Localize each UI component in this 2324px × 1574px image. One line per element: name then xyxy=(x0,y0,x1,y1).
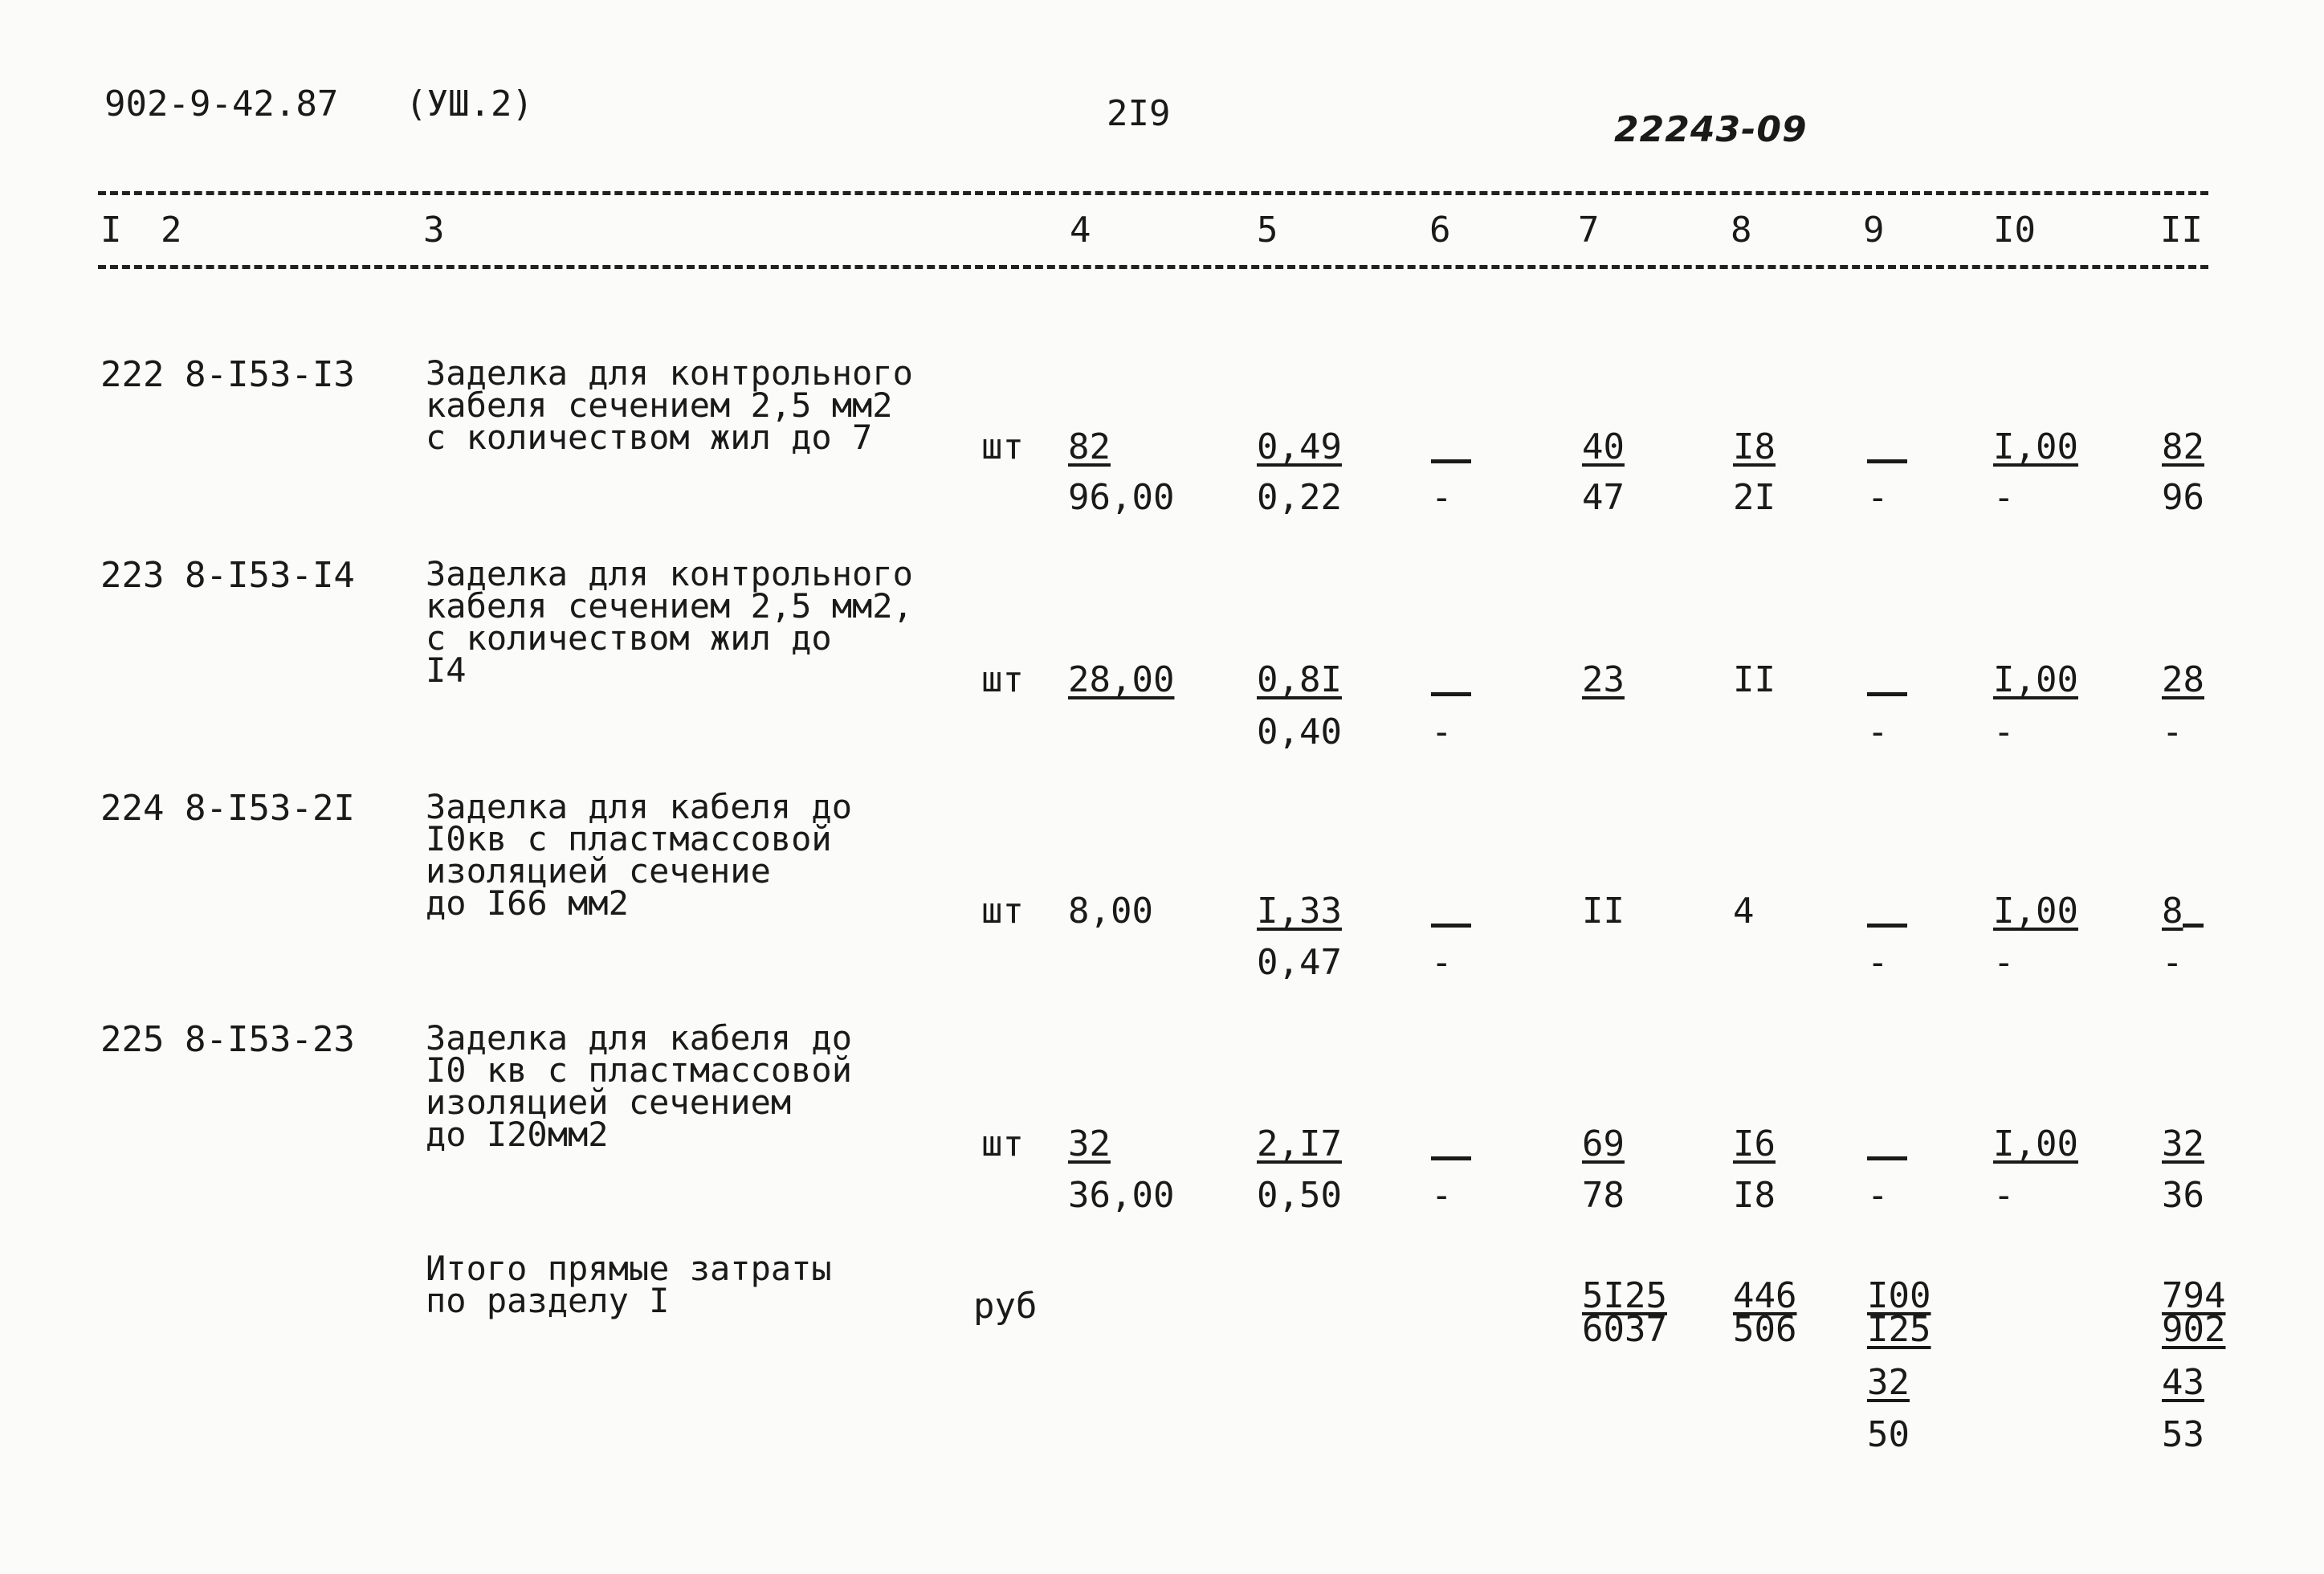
total-col8-lower: 506 xyxy=(1733,1309,1797,1350)
column-header: II xyxy=(2160,210,2203,251)
col7-value: 23 xyxy=(1582,659,1625,700)
unit-cost-value-lower: 0,22 xyxy=(1257,477,1342,518)
column-header: 6 xyxy=(1429,210,1451,251)
work-description: Заделка для кабеля до I0кв с пластмассовой изоляцией сечение до I66 мм2 xyxy=(426,787,853,923)
document-code: 902-9-42.87 xyxy=(104,84,339,124)
unit-of-measure: шт xyxy=(981,426,1024,467)
quantity-value: 82 xyxy=(1068,426,1111,467)
rate-code: 8-I53-I4 xyxy=(185,555,355,596)
volume-label: (УШ.2) xyxy=(406,84,533,124)
col10-value-lower: - xyxy=(1993,477,2015,518)
unit-of-measure: шт xyxy=(981,659,1024,700)
total-col9-extra-lower: 50 xyxy=(1867,1414,1910,1455)
unit-of-measure: шт xyxy=(981,891,1024,932)
empty-cell-mark xyxy=(1431,924,1471,928)
column-header: 4 xyxy=(1070,210,1091,251)
col11-value: 82 xyxy=(2162,426,2204,467)
quantity-value: 32 xyxy=(1068,1123,1111,1164)
col11-value-lower: 36 xyxy=(2162,1175,2204,1216)
column-header: 7 xyxy=(1578,210,1600,251)
row-number: 223 xyxy=(100,555,165,596)
col8-value: 4 xyxy=(1733,891,1755,932)
total-col11-extra-lower: 53 xyxy=(2162,1414,2204,1455)
total-col11-extra: 43 xyxy=(2162,1362,2204,1403)
empty-cell-mark xyxy=(1867,924,1907,928)
col7-value: 69 xyxy=(1582,1123,1625,1164)
col11-value: 8 xyxy=(2162,891,2183,932)
unit-cost-value: 2,I7 xyxy=(1257,1123,1342,1164)
unit-cost-value: 0,49 xyxy=(1257,426,1342,467)
col7-value: 40 xyxy=(1582,426,1625,467)
total-col8: 446 xyxy=(1733,1275,1797,1316)
unit-of-measure: шт xyxy=(981,1123,1024,1164)
col11-value-lower: 96 xyxy=(2162,477,2204,518)
rate-code: 8-I53-I3 xyxy=(185,354,355,395)
quantity-value-lower: 36,00 xyxy=(1068,1175,1175,1216)
column-header: 5 xyxy=(1257,210,1278,251)
row-number: 225 xyxy=(100,1019,165,1060)
unit-cost-value-lower: 0,47 xyxy=(1257,942,1342,983)
column-header: 9 xyxy=(1863,210,1885,251)
col11-value-lower: - xyxy=(2162,942,2183,983)
empty-cell-mark xyxy=(1867,692,1907,696)
row-number: 224 xyxy=(100,788,165,829)
empty-cell-mark xyxy=(1867,1156,1907,1160)
column-header: I xyxy=(100,210,122,251)
page-number: 2I9 xyxy=(1107,93,1171,134)
total-col7-lower: 6037 xyxy=(1582,1309,1667,1350)
rate-code: 8-I53-2I xyxy=(185,788,355,829)
empty-cell-mark xyxy=(1867,459,1907,463)
column-header: 3 xyxy=(423,210,445,251)
col8-value-lower: I8 xyxy=(1733,1175,1776,1216)
work-description: Заделка для контрольного кабеля сечением 2,5 мм2 с количеством жил до 7 xyxy=(426,353,913,457)
col9-value-lower: - xyxy=(1867,477,1889,518)
empty-cell-mark xyxy=(1431,692,1471,696)
unit-cost-value-lower: 0,40 xyxy=(1257,712,1342,752)
total-col11-lower: 902 xyxy=(2162,1309,2226,1350)
unit-cost-value: 0,8I xyxy=(1257,659,1342,700)
col10-value: I,00 xyxy=(1993,1123,2078,1164)
col10-value: I,00 xyxy=(1993,659,2078,700)
col6-value-lower: - xyxy=(1431,477,1453,518)
rate-code: 8-I53-23 xyxy=(185,1019,355,1060)
work-description: Заделка для кабеля до I0 кв с пластмассовой изоляцией сечением до I20мм2 xyxy=(426,1018,853,1154)
total-col9-lower: I25 xyxy=(1867,1309,1931,1350)
col9-value-lower: - xyxy=(1867,1175,1889,1216)
col6-value-lower: - xyxy=(1431,1175,1453,1216)
unit-cost-value-lower: 0,50 xyxy=(1257,1175,1342,1216)
col10-value: I,00 xyxy=(1993,426,2078,467)
underline-mark xyxy=(2183,924,2204,928)
total-col9: I00 xyxy=(1867,1275,1931,1316)
work-description: Заделка для контрольного кабеля сечением 2,5 мм2, с количеством жил до I4 xyxy=(426,554,913,690)
col8-value-lower: 2I xyxy=(1733,477,1776,518)
col8-value: I8 xyxy=(1733,426,1776,467)
col11-value: 32 xyxy=(2162,1123,2204,1164)
col10-value-lower: - xyxy=(1993,942,2015,983)
unit-cost-value: I,33 xyxy=(1257,891,1342,932)
empty-cell-mark xyxy=(1431,459,1471,463)
col8-value: I6 xyxy=(1733,1123,1776,1164)
header-bottom-rule xyxy=(98,265,2208,269)
col9-value-lower: - xyxy=(1867,712,1889,752)
total-col11: 794 xyxy=(2162,1275,2226,1316)
row-number: 222 xyxy=(100,354,165,395)
archive-stamp-number: 22243-09 xyxy=(1614,109,1808,150)
quantity-value-lower: 96,00 xyxy=(1068,477,1175,518)
total-col7: 5I25 xyxy=(1582,1275,1667,1316)
quantity-value: 8,00 xyxy=(1068,891,1153,932)
col9-value-lower: - xyxy=(1867,942,1889,983)
column-header: I0 xyxy=(1993,210,2036,251)
total-label: Итого прямые затраты по разделу I xyxy=(426,1249,832,1320)
col11-value: 28 xyxy=(2162,659,2204,700)
quantity-value: 28,00 xyxy=(1068,659,1175,700)
total-col9-extra: 32 xyxy=(1867,1362,1910,1403)
header-top-rule xyxy=(98,191,2208,195)
col7-value-lower: 78 xyxy=(1582,1175,1625,1216)
col10-value: I,00 xyxy=(1993,891,2078,932)
empty-cell-mark xyxy=(1431,1156,1471,1160)
col6-value-lower: - xyxy=(1431,942,1453,983)
col6-value-lower: - xyxy=(1431,712,1453,752)
total-unit: руб xyxy=(973,1286,1038,1327)
col7-value: II xyxy=(1582,891,1625,932)
col10-value-lower: - xyxy=(1993,712,2015,752)
col7-value-lower: 47 xyxy=(1582,477,1625,518)
column-header: 2 xyxy=(161,210,182,251)
column-header: 8 xyxy=(1731,210,1752,251)
col10-value-lower: - xyxy=(1993,1175,2015,1216)
col8-value: II xyxy=(1733,659,1776,700)
col11-value-lower: - xyxy=(2162,712,2183,752)
